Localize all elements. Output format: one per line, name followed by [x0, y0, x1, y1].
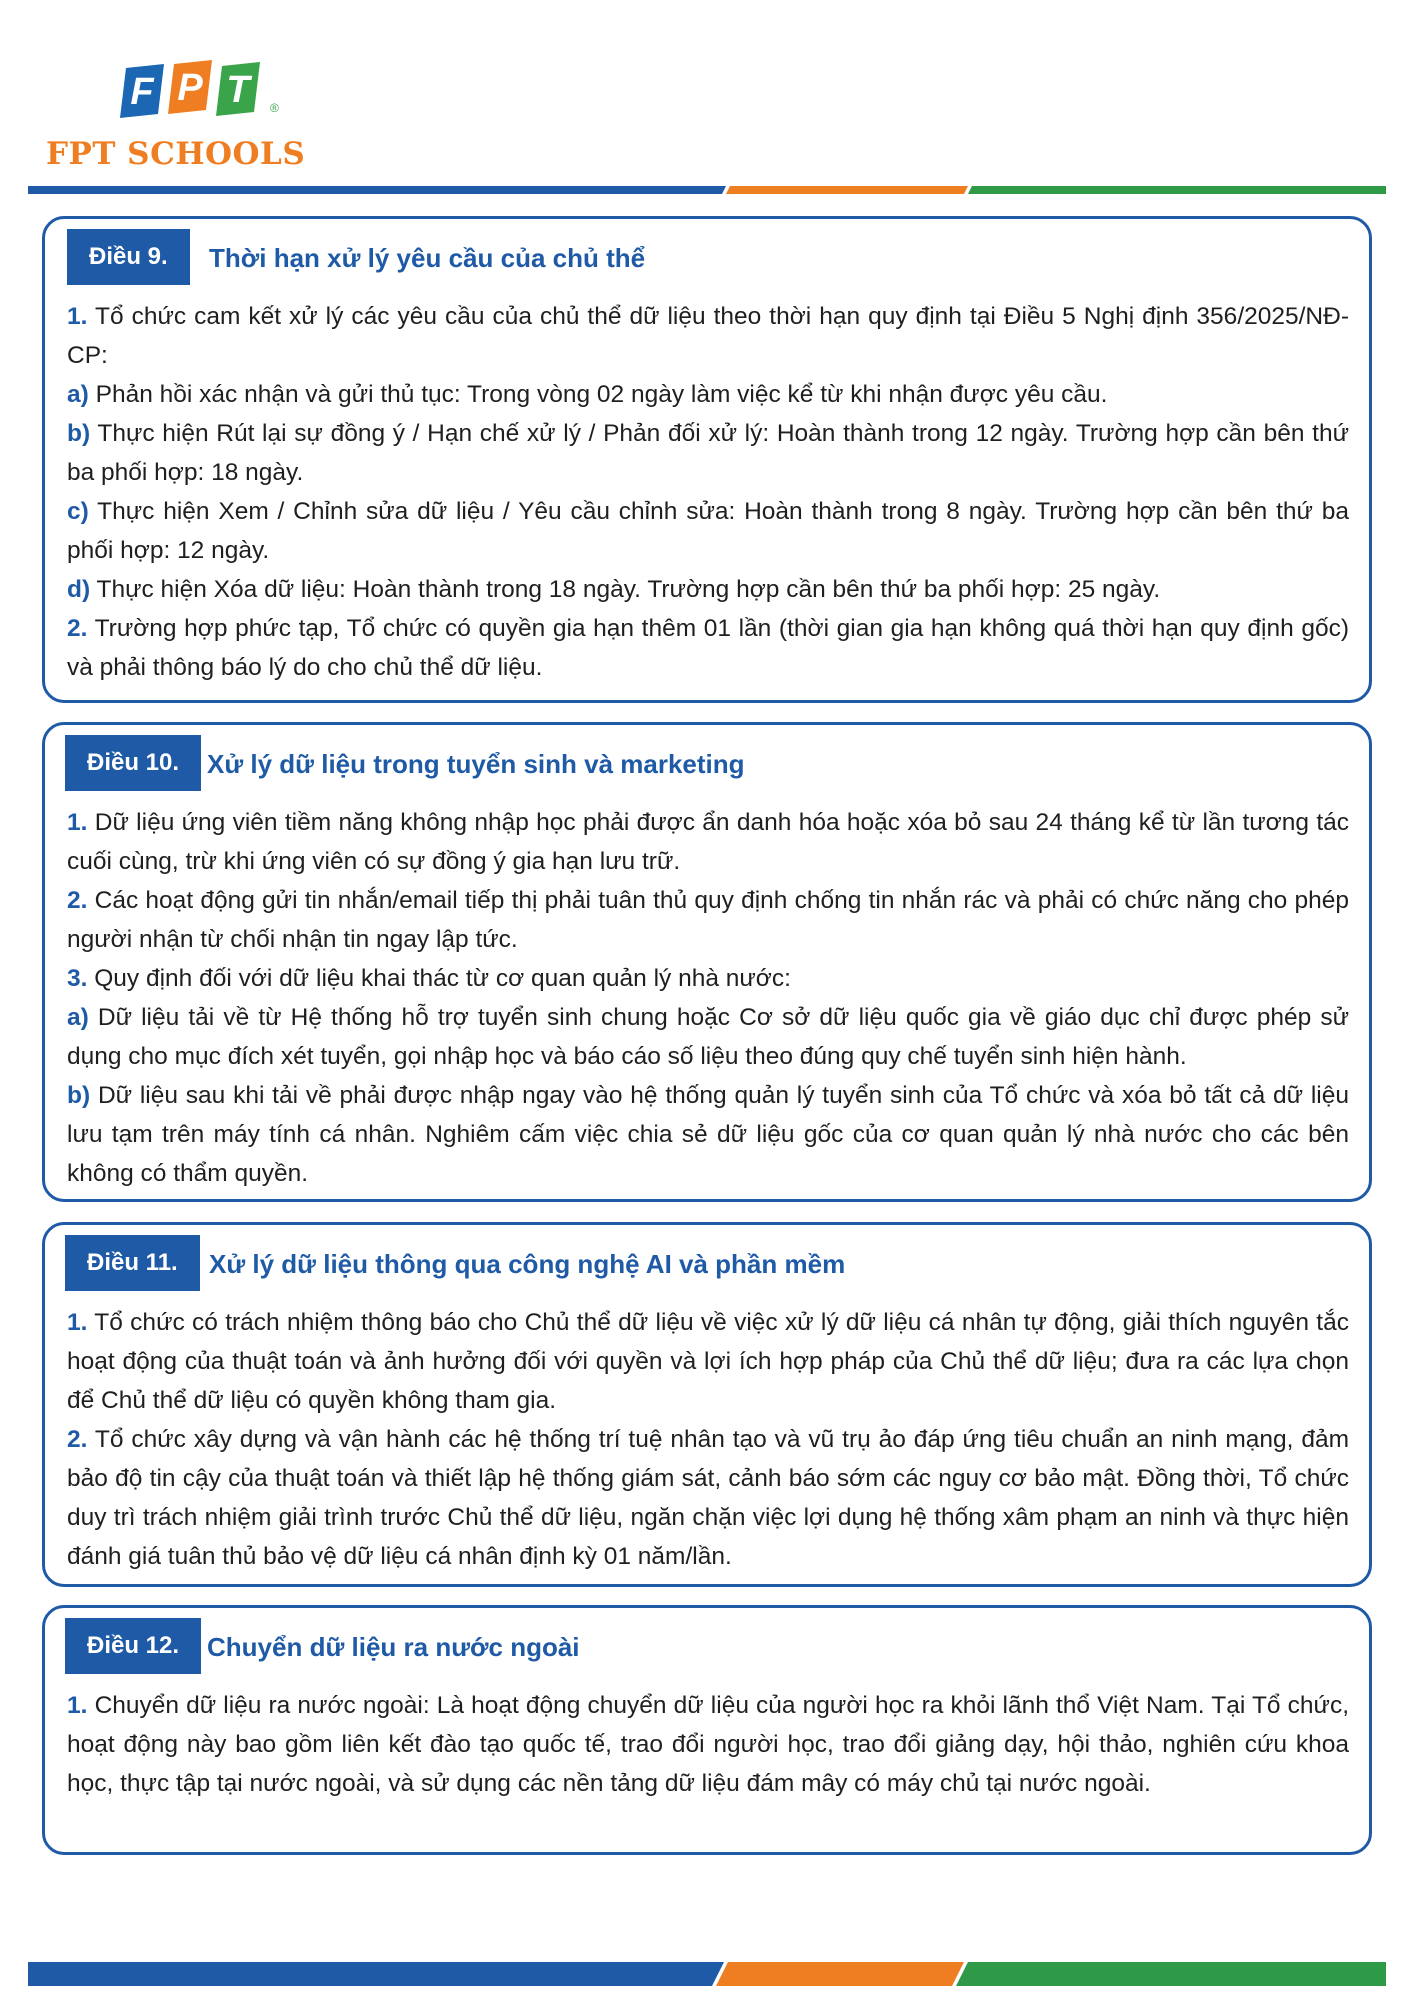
- article-title: Thời hạn xử lý yêu cầu của chủ thể: [209, 243, 646, 273]
- fpt-schools-logo: [46, 60, 306, 180]
- paragraph: [67, 881, 1349, 959]
- paragraph: [67, 1303, 1349, 1420]
- registered-mark: ®: [270, 101, 279, 115]
- paragraph-text: Tổ chức xây dựng và vận hành các hệ thống trí tuệ nhân tạo và vũ trụ ảo đáp ứng tiêu chuẩn an ninh mạng, đảm bảo độ tin cậy của thuật toán và thiết lập hệ thống giám sát, cảnh báo sớm các nguy cơ bảo mật. Đồng thời, Tổ chức duy trì trách nhiệm giải trình trước Chủ thể dữ liệu, ngăn chặn việc lợi dụng hệ thống xâm phạm an ninh và thực hiện đánh giá tuân thủ bảo vệ dữ liệu cá nhân định kỳ 01 năm/lần.: [67, 1426, 1349, 1570]
- paragraph: [67, 998, 1349, 1076]
- article-10: [42, 722, 1372, 1202]
- paragraph-text: Thực hiện Xóa dữ liệu: Hoàn thành trong 18 ngày. Trường hợp cần bên thứ ba phối hợp: 25 ngày.: [96, 576, 1161, 603]
- paragraph-text: Dữ liệu sau khi tải về phải được nhập ngay vào hệ thống quản lý tuyển sinh của Tổ chức và xóa bỏ tất cả dữ liệu lưu tạm trên máy tính cá nhân. Nghiêm cấm việc chia sẻ dữ liệu gốc của cơ quan quản lý nhà nước cho các bên không có thẩm quyền.: [67, 1082, 1349, 1187]
- article-content: [67, 803, 1349, 1193]
- article-title: Xử lý dữ liệu thông qua công nghệ AI và phần mềm: [209, 1249, 846, 1279]
- fpt-logo-icon: [112, 60, 282, 122]
- paragraph-text: Chuyển dữ liệu ra nước ngoài: Là hoạt động chuyển dữ liệu của người học ra khỏi lãnh thổ Việt Nam. Tại Tổ chức, hoạt động này bao gồm liên kết đào tạo quốc tế, trao đổi người học, trao đổi giảng dạy, hội thảo, nghiên cứu khoa học, thực tập tại nước ngoài, và sử dụng các nền tảng dữ liệu đám mây có máy chủ tại nước ngoài.: [67, 1692, 1350, 1797]
- article-badge: Điều 10.: [65, 735, 201, 791]
- article-title: Xử lý dữ liệu trong tuyển sinh và marketing: [207, 749, 745, 779]
- paragraph-label: a): [67, 1004, 89, 1031]
- paragraph: [67, 609, 1349, 687]
- paragraph-label: b): [67, 420, 91, 447]
- footer-stripe: [28, 1962, 1386, 1986]
- paragraph: [67, 803, 1349, 881]
- paragraph-text: Các hoạt động gửi tin nhắn/email tiếp thị phải tuân thủ quy định chống tin nhắn rác và phải có chức năng cho phép người nhận từ chối nhận tin ngay lập tức.: [67, 887, 1349, 953]
- paragraph: [67, 297, 1349, 375]
- paragraph-text: Dữ liệu tải về từ Hệ thống hỗ trợ tuyển sinh chung hoặc Cơ sở dữ liệu quốc gia về giáo dục chỉ được phép sử dụng cho mục đích xét tuyển, gọi nhập học và báo cáo số liệu theo đúng quy chế tuyển sinh hiện hành.: [67, 1004, 1349, 1070]
- paragraph: [67, 570, 1349, 609]
- paragraph-label: d): [67, 576, 91, 603]
- header-stripe: [28, 186, 1386, 194]
- paragraph-text: Thực hiện Xem / Chỉnh sửa dữ liệu / Yêu cầu chỉnh sửa: Hoàn thành trong 8 ngày. Trường hợp cần bên thứ ba phối hợp: 12 ngày.: [67, 498, 1349, 564]
- article-12: [42, 1605, 1372, 1855]
- paragraph-text: Tổ chức có trách nhiệm thông báo cho Chủ thể dữ liệu về việc xử lý dữ liệu cá nhân tự động, giải thích nguyên tắc hoạt động của thuật toán và ảnh hưởng đối với quyền và lợi ích hợp pháp của Chủ thể dữ liệu; đưa ra các lựa chọn để Chủ thể dữ liệu có quyền không tham gia.: [67, 1309, 1349, 1414]
- article-content: [67, 297, 1349, 687]
- paragraph-text: Quy định đối với dữ liệu khai thác từ cơ quan quản lý nhà nước:: [94, 965, 791, 992]
- paragraph-text: Dữ liệu ứng viên tiềm năng không nhập học phải được ẩn danh hóa hoặc xóa bỏ sau 24 tháng kể từ lần tương tác cuối cùng, trừ khi ứng viên có sự đồng ý gia hạn lưu trữ.: [67, 809, 1349, 875]
- paragraph: [67, 492, 1349, 570]
- paragraph-label: c): [67, 498, 89, 525]
- paragraph: [67, 1420, 1349, 1576]
- paragraph: [67, 1076, 1349, 1193]
- paragraph-label: b): [67, 1082, 91, 1109]
- paragraph-text: Tổ chức cam kết xử lý các yêu cầu của chủ thể dữ liệu theo thời hạn quy định tại Điều 5 Nghị định 356/2025/NĐ-CP:: [67, 303, 1349, 369]
- brand-name: FPT SCHOOLS: [46, 136, 306, 172]
- paragraph-text: Phản hồi xác nhận và gửi thủ tục: Trong vòng 02 ngày làm việc kể từ khi nhận được yêu cầu.: [95, 381, 1108, 408]
- logo-letter-t: T: [226, 69, 250, 111]
- paragraph-text: Thực hiện Rút lại sự đồng ý / Hạn chế xử lý / Phản đối xử lý: Hoàn thành trong 12 ngày. Trường hợp cần bên thứ ba phối hợp: 18 ngày.: [67, 420, 1349, 486]
- article-title: Chuyển dữ liệu ra nước ngoài: [207, 1632, 580, 1662]
- article-9: [42, 216, 1372, 703]
- article-11: [42, 1222, 1372, 1587]
- paragraph: [67, 1686, 1349, 1803]
- paragraph-label: 1.: [67, 303, 88, 330]
- paragraph-label: 1.: [67, 1692, 88, 1719]
- article-badge: Điều 9.: [67, 229, 190, 285]
- article-badge: Điều 11.: [65, 1235, 200, 1291]
- logo-letter-f: F: [130, 71, 154, 113]
- paragraph-text: Trường hợp phức tạp, Tổ chức có quyền gia hạn thêm 01 lần (thời gian gia hạn không quá thời hạn quy định gốc) và phải thông báo lý do cho chủ thể dữ liệu.: [67, 615, 1349, 681]
- paragraph-label: 2.: [67, 887, 88, 914]
- article-content: [67, 1686, 1349, 1803]
- article-badge: Điều 12.: [65, 1618, 201, 1674]
- paragraph: [67, 414, 1349, 492]
- paragraph-label: 2.: [67, 615, 88, 642]
- paragraph-label: 2.: [67, 1426, 88, 1453]
- paragraph-label: 1.: [67, 1309, 88, 1336]
- logo-letter-p: P: [177, 67, 203, 109]
- paragraph: [67, 375, 1349, 414]
- paragraph-label: 1.: [67, 809, 88, 836]
- paragraph: [67, 959, 1349, 998]
- paragraph-label: 3.: [67, 965, 88, 992]
- paragraph-label: a): [67, 381, 89, 408]
- article-content: [67, 1303, 1349, 1576]
